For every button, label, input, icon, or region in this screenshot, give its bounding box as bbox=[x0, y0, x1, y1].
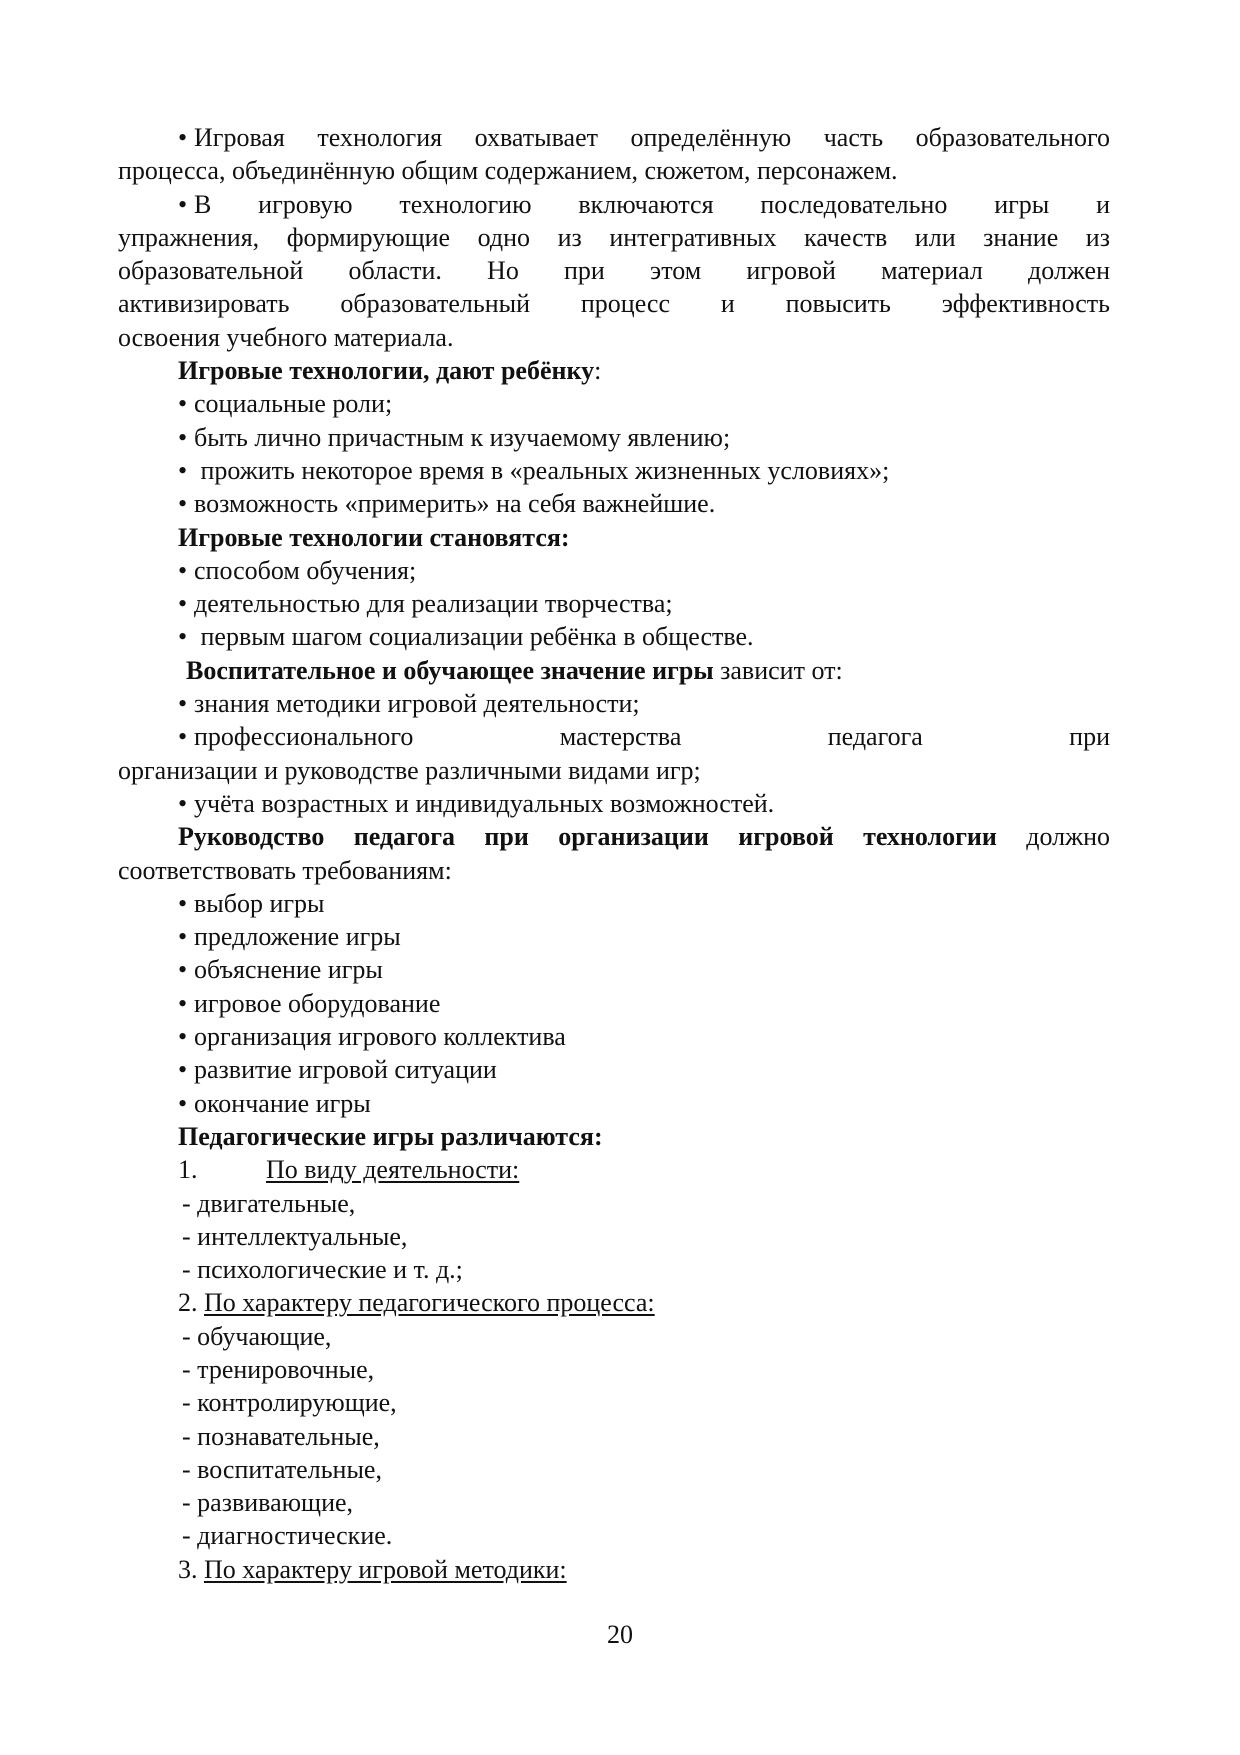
list-item: - обучающие, bbox=[182, 1321, 332, 1351]
paragraph-line: процесса, объединённую общим содержанием, сюжетом, персонажем. bbox=[118, 156, 898, 186]
bullet-icon: • bbox=[178, 888, 188, 918]
bullet-icon: • bbox=[178, 1088, 188, 1118]
numbered-heading: 1. По виду деятельности: bbox=[178, 1155, 520, 1185]
list-item: • развитие игровой ситуации bbox=[118, 1053, 1110, 1086]
list-item: - тренировочные, bbox=[182, 1354, 375, 1384]
paragraph-line: освоения учебного материала. bbox=[118, 322, 454, 352]
list-item: • возможность «примерить» на себя важнейшие. bbox=[118, 487, 1110, 520]
bullet-icon: • bbox=[178, 722, 188, 752]
list-item: - познавательные, bbox=[182, 1421, 380, 1451]
numbered-heading: 3. По характеру игровой методики: bbox=[178, 1554, 567, 1584]
list-item: • социальные роли; bbox=[118, 387, 1110, 420]
section-heading: Руководство педагога при организации игровой технологии должно bbox=[178, 822, 1110, 852]
bullet-icon: • bbox=[178, 389, 188, 419]
bullet-icon: • bbox=[178, 622, 188, 652]
bullet-icon: • bbox=[178, 1022, 188, 1052]
bullet-icon: • bbox=[178, 123, 188, 152]
list-item: - двигательные, bbox=[182, 1188, 356, 1218]
list-item: • быть лично причастным к изучаемому явлению; bbox=[118, 421, 1110, 454]
paragraph-line: образовательной области. Но при этом игровой материал должен bbox=[118, 256, 1110, 286]
bullet-icon: • bbox=[178, 922, 188, 952]
list-item: • первым шагом социализации ребёнка в обществе. bbox=[118, 620, 1110, 653]
paragraph-line: организации и руководстве различными видами игр; bbox=[118, 755, 701, 785]
bullet-icon: • bbox=[178, 1055, 188, 1085]
list-item: - диагностические. bbox=[182, 1521, 393, 1551]
list-item: • игровое оборудование bbox=[118, 987, 1110, 1020]
numbered-heading: 2. По характеру педагогического процесса: bbox=[178, 1288, 655, 1318]
bullet-icon: • bbox=[178, 422, 188, 452]
list-item: • учёта возрастных и индивидуальных возможностей. bbox=[118, 787, 1110, 820]
bullet-icon: • bbox=[178, 189, 188, 219]
paragraph-line: активизировать образовательный процесс и повысить эффективность bbox=[118, 289, 1110, 319]
paragraph-line: • Игровая технология охватывает определённую часть образовательного bbox=[118, 121, 1110, 154]
paragraph-line: • В игровую технологию включаются последовательно игры и bbox=[118, 188, 1110, 221]
bullet-icon: • bbox=[178, 788, 188, 818]
list-item: • окончание игры bbox=[118, 1087, 1110, 1120]
list-item: - воспитательные, bbox=[182, 1454, 382, 1484]
page-body bbox=[118, 121, 1110, 1586]
bullet-icon: • bbox=[178, 555, 188, 585]
page-number: 20 bbox=[607, 1620, 633, 1649]
list-item: • прожить некоторое время в «реальных жизненных условиях»; bbox=[118, 454, 1110, 487]
bullet-icon: • bbox=[178, 589, 188, 619]
list-item: • организация игрового коллектива bbox=[118, 1020, 1110, 1053]
list-item: • способом обучения; bbox=[118, 554, 1110, 587]
list-item: - психологические и т. д.; bbox=[182, 1255, 463, 1285]
list-item: • объяснение игры bbox=[118, 953, 1110, 986]
list-item: • знания методики игровой деятельности; bbox=[118, 687, 1110, 720]
list-item: • деятельностью для реализации творчества; bbox=[118, 587, 1110, 620]
bullet-icon: • bbox=[178, 689, 188, 719]
paragraph-line: соответствовать требованиям: bbox=[118, 855, 452, 885]
bullet-icon: • bbox=[178, 988, 188, 1018]
list-item: - развивающие, bbox=[182, 1488, 354, 1518]
section-heading: Игровые технологии, дают ребёнку: bbox=[178, 356, 602, 386]
bullet-icon: • bbox=[178, 455, 188, 485]
list-item: • выбор игры bbox=[118, 887, 1110, 920]
bullet-icon: • bbox=[178, 489, 188, 519]
list-item: • предложение игры bbox=[118, 920, 1110, 953]
list-item: - интеллектуальные, bbox=[182, 1221, 408, 1251]
bullet-icon: • bbox=[178, 955, 188, 985]
section-heading: Воспитательное и обучающее значение игры зависит от: bbox=[186, 655, 843, 685]
section-heading: Педагогические игры различаются: bbox=[178, 1121, 603, 1151]
paragraph-line: упражнения, формирующие одно из интегративных качеств или знание из bbox=[118, 222, 1110, 252]
list-item: - контролирующие, bbox=[182, 1388, 397, 1418]
section-heading: Игровые технологии становятся: bbox=[178, 522, 570, 552]
list-item: • профессионального мастерства педагога при bbox=[118, 720, 1110, 753]
